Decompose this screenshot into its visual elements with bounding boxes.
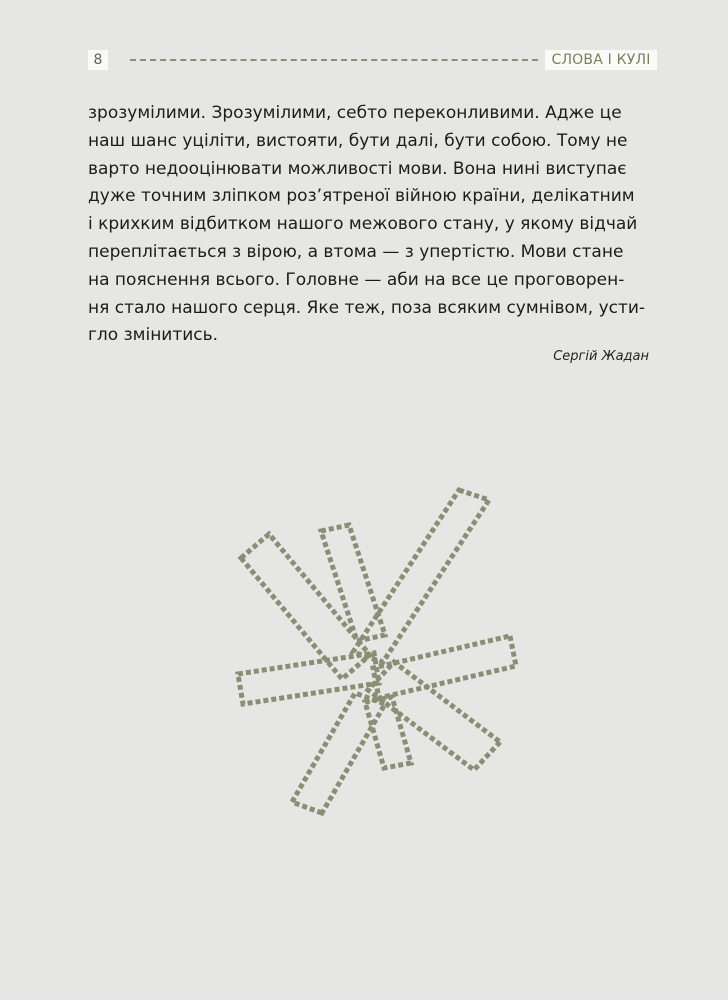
body-line: ня стало нашого серця. Яке теж, поза всяким сумнівом, усти- — [88, 297, 646, 318]
page-number: 8 — [88, 50, 108, 70]
body-line: на пояснення всього. Головне — аби на все це проговорен- — [88, 269, 625, 290]
body-line: дуже точним зліпком роз’ятреної війною країни, делікатним — [88, 186, 635, 207]
body-line: і крихким відбитком нашого межового стану, у якому відчай — [88, 214, 638, 235]
body-line: зрозумілими. Зрозумілими, себто переконливими. Адже це — [88, 103, 622, 123]
body-line: наш шанс уціліти, вистояти, бути далі, бути собою. Тому не — [88, 130, 628, 151]
body-line: переплітається з вірою, а втома — з упертістю. Мови стане — [88, 241, 624, 262]
running-title: СЛОВА І КУЛІ — [545, 50, 657, 70]
ornament-spoke — [321, 525, 385, 641]
ornament-spoke — [292, 693, 385, 813]
body-line: гло змінитись. — [88, 325, 219, 346]
ornament-spoke — [368, 662, 500, 770]
author-signature: Сергій Жадан — [553, 349, 649, 364]
body-line: варто недооцінювати можливості мови. Вона нині виступає — [88, 158, 627, 179]
